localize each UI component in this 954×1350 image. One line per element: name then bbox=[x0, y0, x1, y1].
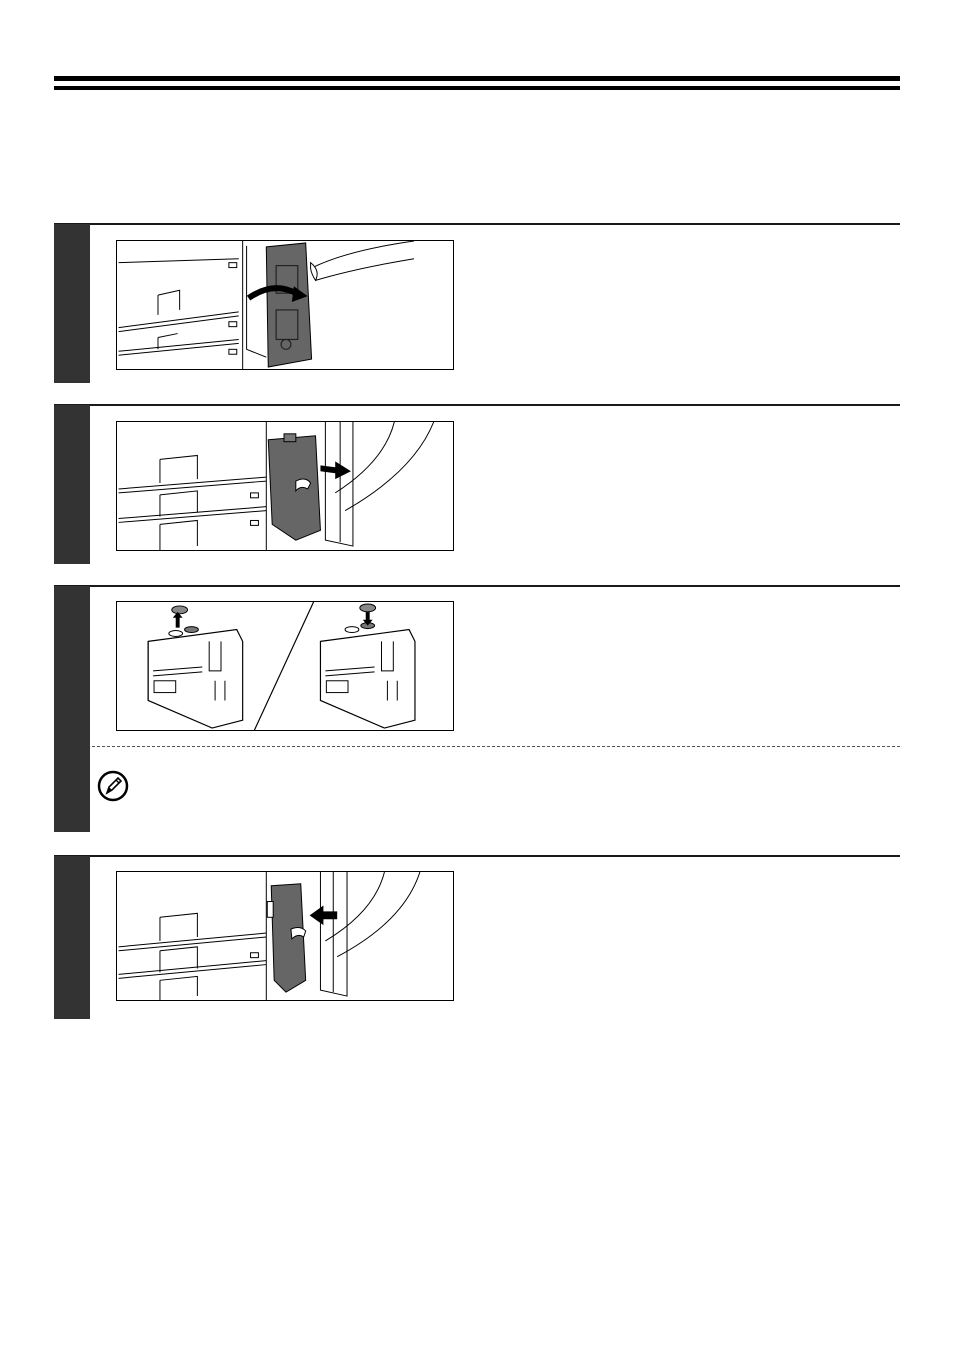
box-cap-removed bbox=[148, 606, 243, 728]
header-rule-top bbox=[54, 76, 900, 81]
step-2-figure bbox=[116, 421, 454, 551]
note-separator bbox=[92, 746, 900, 747]
step-1-tab bbox=[54, 224, 90, 383]
step-4-tab bbox=[54, 856, 90, 1019]
waste-toner-box-insertion-illustration bbox=[117, 872, 453, 1000]
step-3-tab bbox=[54, 586, 90, 832]
box-cap-attached bbox=[320, 604, 415, 728]
step-2-tab bbox=[54, 405, 90, 564]
header-rule-bottom bbox=[54, 86, 900, 90]
waste-toner-box-removal-illustration bbox=[117, 422, 453, 550]
step-1-figure bbox=[116, 240, 454, 370]
waste-toner-box-cap-illustration bbox=[117, 602, 453, 730]
step-2-divider bbox=[54, 404, 900, 406]
step-3-figure bbox=[116, 601, 454, 731]
front-cover-opening-illustration bbox=[117, 241, 453, 369]
step-3-divider bbox=[54, 585, 900, 587]
step-4-figure bbox=[116, 871, 454, 1001]
step-1-divider bbox=[54, 223, 900, 225]
step-4-divider bbox=[54, 855, 900, 857]
pencil-note-icon bbox=[97, 770, 129, 802]
